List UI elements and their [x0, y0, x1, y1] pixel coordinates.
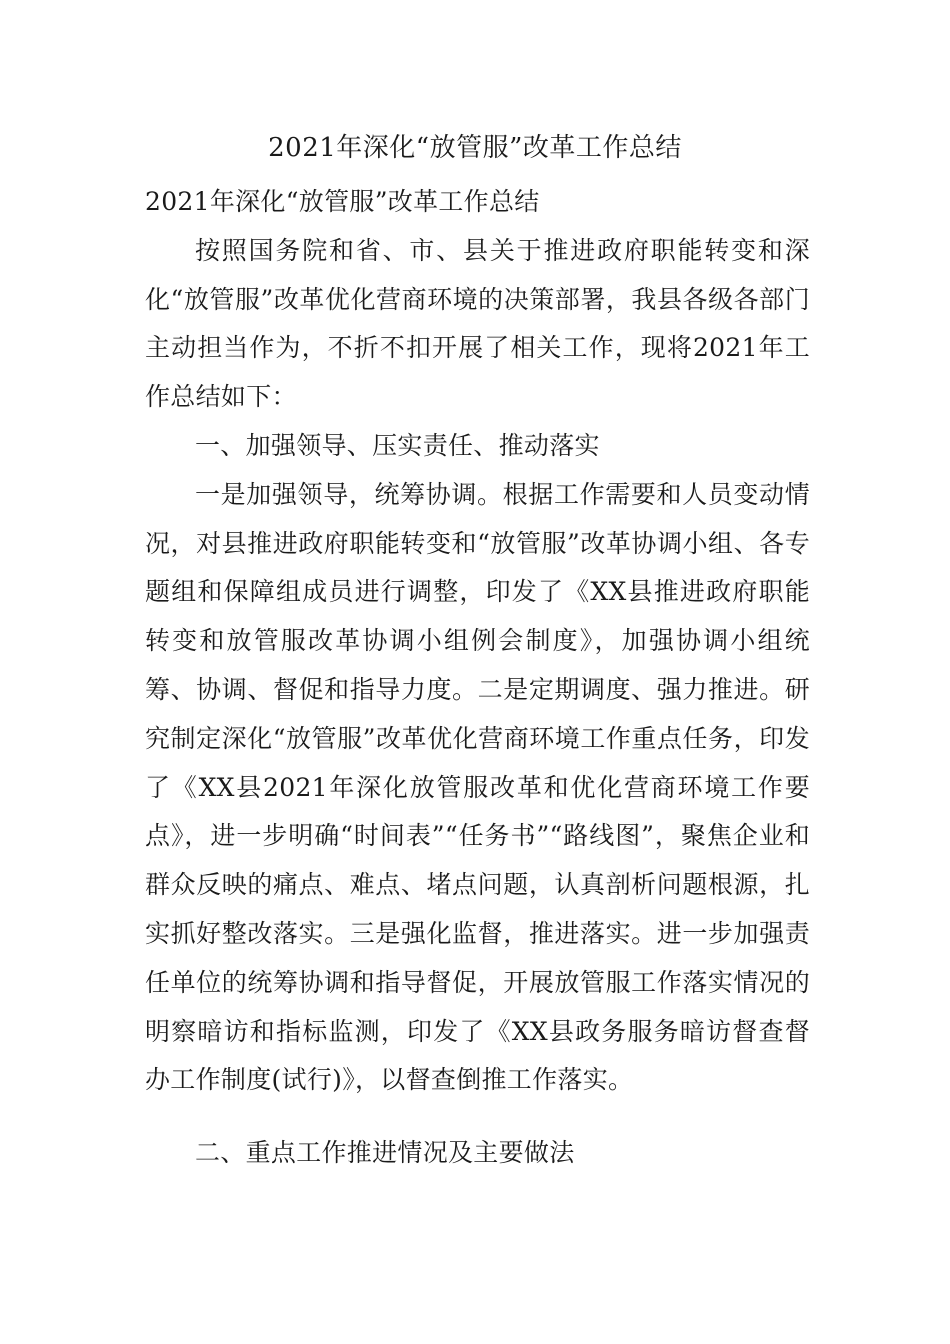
section-2-heading: 二、重点工作推进情况及主要做法: [195, 1138, 575, 1168]
intro-paragraph: 按照国务院和省、市、县关于推进政府职能转变和深化“放管服”改革优化营商环境的决策部署，我县各级各部门主动担当作为，不折不扣开展了相关工作，现将2021年工作总结如下：: [145, 235, 810, 412]
document-subtitle: 2021年深化“放管服”改革工作总结: [145, 187, 540, 216]
section-1-heading: 一、加强领导、压实责任、推动落实: [195, 430, 600, 460]
document-body: [145, 178, 810, 1178]
document-title: 2021年深化“放管服”改革工作总结: [268, 133, 682, 163]
paragraph-gap: [145, 1105, 810, 1129]
section-1-paragraph: 一是加强领导，统筹协调。根据工作需要和人员变动情况，对县推进政府职能转变和“放管服”改革协调小组、各专题组和保障组成员进行调整，印发了《XX县推进政府职能转变和放管服改革协调小组例会制度》，加强协调小组统筹、协调、督促和指导力度。二是定期调度、强力推进。研究制定深化“放管服”改革优化营商环境工作重点任务，印发了《XX县2021年深化放管服改革和优化营商环境工作要点》，进一步明确“时间表”“任务书”“路线图”，聚焦企业和群众反映的痛点、难点、堵点问题，认真剖析问题根源，扎实抓好整改落实。三是强化监督，推进落实。进一步加强责任单位的统筹协调和指导督促，开展放管服工作落实情况的明察暗访和指标监测，印发了《XX县政务服务暗访督查督办工作制度(试行)》，以督查倒推工作落实。: [145, 479, 810, 1095]
